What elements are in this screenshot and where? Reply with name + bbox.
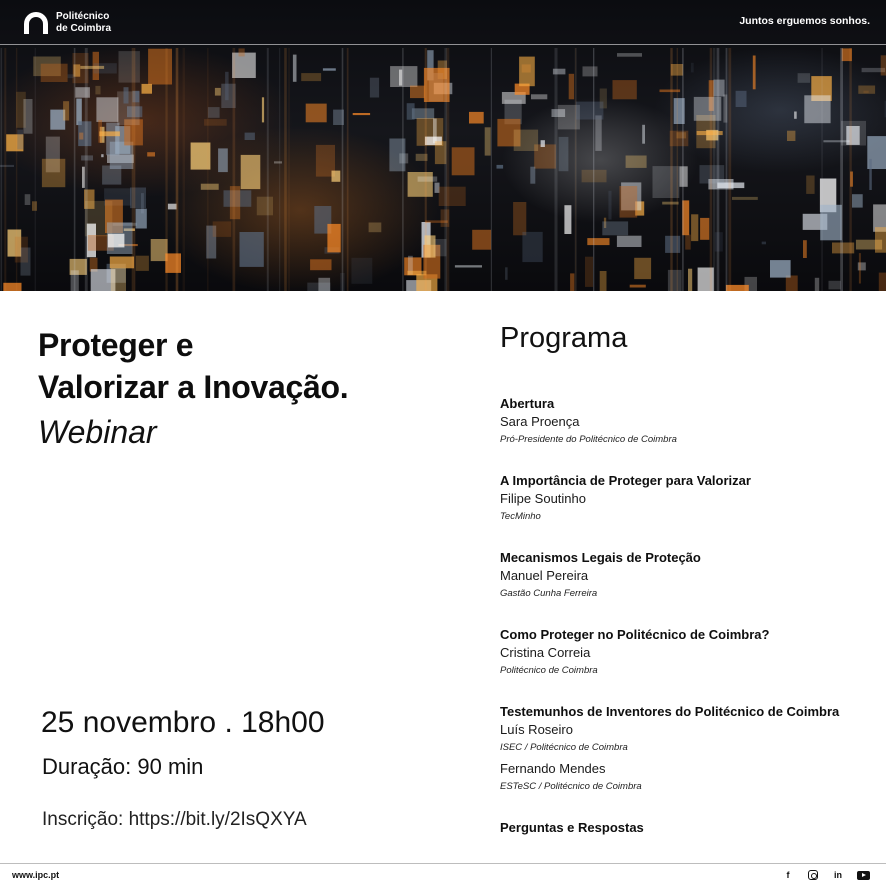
hero-light-streak — [840, 48, 843, 291]
hero-light-block — [63, 101, 69, 120]
hero-light-block — [407, 271, 426, 276]
hero-light-streak — [35, 48, 36, 291]
hero-light-block — [505, 267, 508, 280]
hero-light-block — [98, 120, 102, 143]
hero-light-block — [433, 119, 437, 144]
hero-light-block — [688, 269, 692, 291]
hero-light-streak — [207, 48, 209, 291]
hero-light-block — [96, 97, 118, 122]
hero-light-block — [613, 80, 637, 99]
programa-item-title: Perguntas e Respostas — [500, 820, 644, 835]
hero-light-streak — [446, 48, 449, 291]
hero-light-block — [602, 221, 628, 235]
hero-light-block — [79, 133, 83, 140]
event-title — [38, 324, 348, 408]
hero-light-block — [815, 278, 819, 291]
hero-light-block — [110, 257, 134, 269]
hero-light-block — [858, 86, 875, 94]
hero-light-streak — [670, 48, 672, 291]
hero-light-block — [369, 223, 382, 233]
hero-light-block — [732, 197, 758, 200]
logo-text — [56, 11, 111, 35]
hero-light-block — [626, 156, 647, 168]
hero-light-block — [829, 281, 841, 290]
hero-light-block — [522, 232, 542, 262]
hero-light-streak — [288, 48, 290, 291]
speaker-name: Fernando Mendes — [500, 761, 606, 776]
hero-light-block — [370, 78, 379, 98]
hero-light-block — [390, 66, 417, 87]
hero-light-block — [147, 152, 155, 156]
speaker-name: Luís Roseiro — [500, 722, 573, 737]
hero-light-block — [141, 193, 144, 213]
hero-light-streak — [726, 48, 728, 291]
programa-item-como-proteger — [500, 627, 880, 679]
hero-light-streak — [593, 48, 594, 291]
hero-light-block — [570, 273, 574, 291]
event-date: 25 novembro . 18h00 — [41, 706, 325, 739]
hero-light-block — [412, 108, 434, 119]
hero-light-block — [407, 103, 415, 120]
hero-light-block — [564, 205, 571, 234]
hero-light-streak — [267, 48, 269, 291]
speaker-affiliation: ISEC / Politécnico de Coimbra — [500, 742, 628, 753]
hero-light-block — [439, 187, 466, 206]
hero-light-block — [213, 221, 232, 237]
event-subtitle: Webinar — [38, 414, 157, 450]
hero-light-block — [630, 285, 646, 288]
hero-light-block — [82, 167, 85, 188]
hero-light-block — [23, 99, 32, 134]
footer-divider — [0, 863, 886, 864]
hero-light-block — [455, 265, 482, 267]
hero-light-block — [101, 154, 103, 157]
hero-light-block — [595, 115, 601, 150]
hero-light-block — [617, 236, 642, 247]
hero-light-block — [569, 74, 574, 100]
hero-light-block — [239, 48, 245, 56]
hero-light-block — [306, 104, 327, 123]
hero-light-block — [351, 258, 372, 284]
hero-light-block — [804, 95, 830, 123]
hero-light-streak — [176, 48, 179, 291]
hero-light-block — [408, 172, 433, 197]
social-links — [770, 868, 870, 882]
hero-light-block — [102, 166, 121, 185]
hero-light-block — [68, 74, 75, 78]
programa-item-mecanismos — [500, 550, 880, 602]
hero-divider — [0, 44, 886, 45]
programa-item-abertura — [500, 396, 880, 448]
hero-light-block — [530, 167, 535, 184]
hero-light-block — [108, 234, 125, 248]
hero-light-block — [583, 66, 598, 76]
hero-light-block — [106, 123, 119, 156]
hero-light-streak — [284, 48, 287, 291]
tagline: Juntos erguemos sonhos. — [739, 15, 870, 27]
hero-light-block — [80, 66, 104, 69]
hero-light-block — [642, 125, 645, 144]
speaker-affiliation: ESTeSC / Politécnico de Coimbra — [500, 781, 642, 792]
hero-light-streak — [682, 48, 684, 291]
hero-light-streak — [555, 48, 558, 291]
hero-light-block — [262, 97, 264, 122]
hero-light-streak — [677, 48, 678, 291]
hero-light-block — [310, 259, 331, 270]
hero-light-block — [875, 227, 886, 253]
hero-light-block — [881, 55, 886, 75]
hero-light-block — [469, 112, 484, 124]
hero-light-streak — [132, 48, 135, 291]
speaker-affiliation: Gastão Cunha Ferreira — [500, 588, 598, 599]
hero-light-streak — [279, 48, 280, 291]
hero-light-streak — [491, 48, 492, 291]
hero-light-streak — [717, 48, 720, 291]
hero-light-block — [25, 194, 31, 205]
hero-light-block — [798, 73, 811, 83]
hero-light-block — [119, 51, 140, 83]
hero-light-block — [257, 197, 273, 216]
hero-light-block — [617, 53, 642, 57]
hero-light-block — [232, 53, 256, 78]
hero-light-block — [327, 224, 340, 253]
hero-light-block — [148, 49, 172, 85]
speaker-name: Filipe Soutinho — [500, 491, 586, 506]
hero-light-streak — [713, 48, 715, 291]
hero-light-block — [531, 94, 547, 99]
hero-light-block — [42, 159, 65, 187]
hero-light-streak — [849, 48, 851, 291]
hero-light-block — [353, 113, 370, 115]
hero-light-streak — [233, 48, 235, 291]
hero-light-block — [452, 147, 475, 175]
hero-light-block — [142, 84, 153, 94]
hero-light-block — [95, 86, 100, 95]
hero-light-block — [151, 239, 168, 261]
hero-light-block — [99, 131, 120, 136]
youtube-icon-button[interactable] — [856, 868, 870, 882]
programa-item-title: Testemunhos de Inventores do Politécnico de Coimbra — [500, 704, 840, 719]
hero-light-streak — [575, 48, 576, 291]
hero-light-block — [32, 201, 37, 211]
hero-light-block — [691, 214, 698, 241]
hero-light-block — [823, 140, 849, 142]
hero-light-block — [736, 91, 747, 107]
hero-light-block — [245, 133, 255, 140]
hero-light-streak — [1, 48, 3, 291]
hero-light-block — [806, 176, 814, 194]
hero-light-block — [869, 159, 872, 190]
hero-light-block — [576, 102, 604, 120]
hero-light-block — [691, 63, 694, 73]
hero-light-streak — [710, 48, 713, 291]
facebook-icon[interactable]: f — [786, 870, 790, 880]
hero-light-block — [201, 184, 219, 190]
hero-light-block — [608, 191, 611, 220]
hero-light-block — [620, 186, 638, 218]
hero-light-block — [274, 161, 282, 163]
hero-light-streak — [425, 48, 427, 291]
hero-light-block — [762, 242, 766, 245]
hero-light-block — [852, 194, 863, 207]
programa-item-title: A Importância de Proteger para Valorizar — [500, 473, 751, 488]
hero-light-block — [803, 240, 807, 258]
registration-link[interactable]: Inscrição: https://bit.ly/2IsQXYA — [42, 809, 307, 830]
hero-light-block — [685, 235, 691, 250]
speaker-name: Cristina Correia — [500, 645, 591, 660]
speaker-name: Manuel Pereira — [500, 568, 589, 583]
hero-light-block — [323, 68, 336, 70]
hero-light-block — [225, 72, 229, 100]
programa-item-title: Mecanismos Legais de Proteção — [500, 550, 701, 565]
hero-light-streak — [342, 48, 344, 291]
hero-light-block — [587, 238, 609, 245]
hero-light-streak — [728, 48, 731, 291]
hero-light-block — [653, 166, 680, 198]
programa-item-importancia — [500, 473, 880, 525]
youtube-icon — [857, 871, 870, 880]
hero-light-block — [136, 256, 149, 271]
hero-light-block — [600, 271, 607, 291]
hero-light-block — [497, 165, 504, 169]
hero-light-block — [820, 205, 842, 241]
hero-light-block — [241, 155, 261, 189]
hero-banner — [0, 0, 886, 291]
hero-light-block — [879, 273, 886, 291]
instagram-icon-button[interactable] — [806, 868, 820, 882]
hero-light-block — [215, 88, 221, 96]
speaker-affiliation: Pró-Presidente do Politécnico de Coimbra — [500, 434, 677, 445]
hero-light-block — [418, 177, 438, 182]
speaker-name: Sara Proença — [500, 414, 580, 429]
hero-light-block — [786, 276, 798, 292]
hero-light-streak — [85, 48, 88, 291]
hero-light-block — [668, 270, 682, 291]
speaker-affiliation: TecMinho — [500, 511, 541, 522]
hero-light-block — [513, 202, 526, 235]
hero-light-streak — [16, 48, 17, 291]
hero-light-block — [332, 171, 341, 182]
hero-light-block — [301, 73, 321, 81]
hero-light-block — [208, 107, 220, 118]
hero-light-block — [50, 110, 65, 130]
logo-line-2: de Coimbra — [56, 23, 112, 34]
hero-light-block — [859, 253, 861, 283]
hero-light-block — [318, 278, 330, 291]
logo-line-1: Politécnico — [56, 11, 110, 22]
hero-light-block — [76, 99, 82, 126]
programa-heading: Programa — [500, 322, 628, 354]
programa-item-perguntas — [500, 820, 880, 836]
hero-light-streak — [183, 48, 185, 291]
arch-logo-icon — [24, 12, 48, 34]
event-duration: Duração: 90 min — [42, 754, 204, 779]
hero-light-block — [240, 232, 264, 267]
instagram-icon — [808, 870, 818, 880]
hero-light-streak — [402, 48, 403, 291]
hero-light-block — [75, 87, 90, 98]
programa-item-testemunhos — [500, 704, 880, 795]
hero-light-streak — [4, 48, 6, 291]
hero-light-block — [541, 140, 545, 147]
website-link[interactable]: www.ipc.pt — [12, 870, 60, 880]
hero-light-block — [0, 165, 14, 167]
hero-light-block — [218, 148, 228, 172]
hero-light-streak — [347, 48, 349, 291]
hero-light-block — [634, 258, 651, 279]
hero-light-block — [41, 64, 68, 82]
logo[interactable] — [24, 11, 111, 35]
hero-light-block — [17, 130, 23, 150]
hero-light-block — [794, 112, 797, 119]
hero-light-block — [559, 137, 569, 171]
hero-light-streak — [822, 48, 823, 291]
hero-light-block — [753, 56, 756, 90]
programa-item-title: Como Proteger no Politécnico de Coimbra? — [500, 627, 770, 642]
hero-light-block — [519, 57, 535, 87]
hero-light-block — [700, 218, 709, 240]
hero-light-block — [485, 127, 491, 155]
programa-item-title: Abertura — [500, 396, 555, 411]
hero-light-block — [168, 204, 177, 210]
hero-light-block — [585, 257, 593, 287]
hero-light-block — [410, 86, 425, 99]
hero-light-block — [124, 87, 129, 103]
title-line-2: Valorizar a Inovação. — [38, 369, 349, 405]
speaker-affiliation: Politécnico de Coimbra — [500, 665, 598, 676]
hero-light-block — [21, 248, 31, 276]
hero-light-streak — [74, 48, 76, 291]
hero-light-block — [472, 230, 491, 250]
hero-light-block — [770, 260, 791, 278]
hero-light-block — [293, 55, 297, 82]
hero-light-streak — [165, 48, 167, 291]
hero-light-block — [787, 131, 795, 141]
linkedin-icon[interactable]: in — [834, 870, 842, 880]
hero-light-block — [111, 268, 126, 291]
hero-light-block — [514, 130, 538, 151]
title-line-1: Proteger e — [38, 327, 194, 363]
